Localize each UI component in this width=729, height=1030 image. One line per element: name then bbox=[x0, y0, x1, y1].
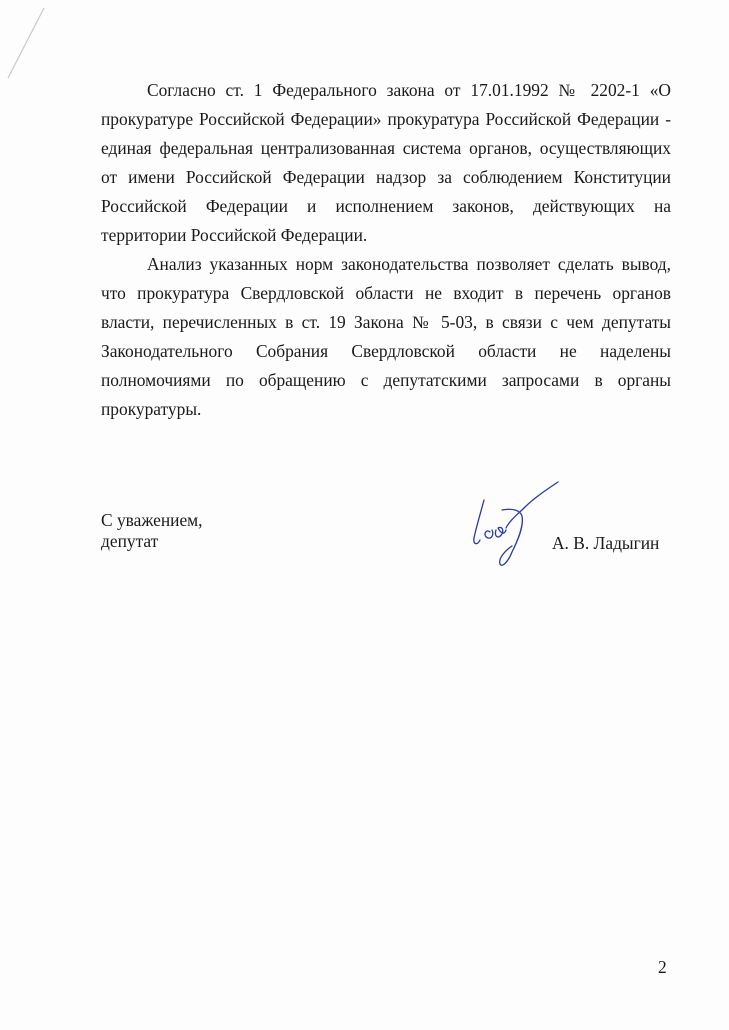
paragraph-law-reference: Согласно ст. 1 Федерального закона от 17.01.1992 № 2202-1 «О прокуратуре Российской Федерации» прокуратура Российской Федерации - единая федеральная централизованная система органов, осуществляющих от имени Российской Федерации надзор за соблюдением Конституции Российской Федерации и исполнением законов, действующих на территории Российской Федерации. bbox=[101, 80, 671, 245]
closing-position: депутат bbox=[101, 531, 159, 551]
paragraph-conclusion: Анализ указанных норм законодательства позволяет сделать вывод, что прокуратура Свердловской области не входит в перечень органов власти, перечисленных в ст. 19 Закона № 5-03, в связи с чем депутаты Законодательного Собрания Свердловской области не наделены полномочиями по обращению с депутатскими запросами в органы прокуратуры. bbox=[101, 254, 671, 419]
closing-regards: С уважением, bbox=[101, 510, 203, 530]
scan-edge-line bbox=[0, 0, 60, 90]
closing-block bbox=[101, 510, 203, 552]
handwritten-signature bbox=[462, 470, 572, 580]
signer-name: А. В. Ладыгин bbox=[552, 533, 660, 553]
letter-body bbox=[101, 76, 671, 424]
page-number: 2 bbox=[658, 957, 667, 977]
